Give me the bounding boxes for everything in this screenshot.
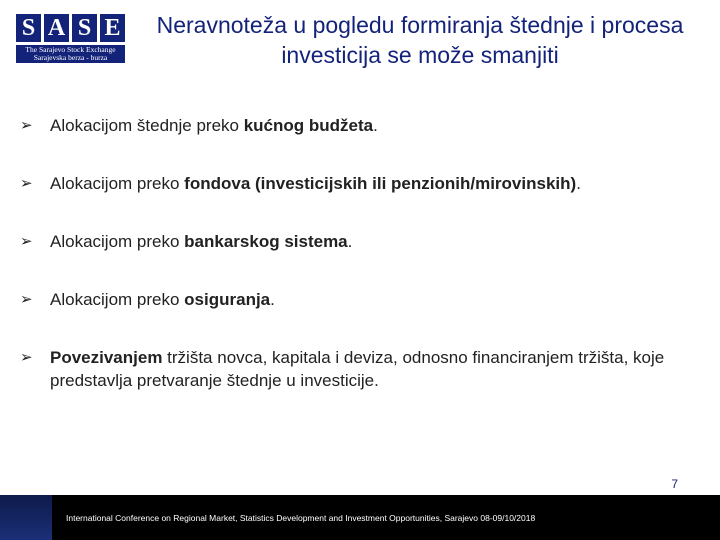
bullet-text-bold: kućnog budžeta: [243, 116, 374, 135]
bullet-text-post: tržišta novca, kapitala i deviza, odnosno financiranjem tržišta, koje predstavlja pretvaranje štednje u investicije.: [50, 348, 665, 390]
bullet-text: [50, 288, 275, 311]
bullet-text-bold: Povezivanjem: [50, 348, 163, 367]
page-number: 7: [671, 477, 678, 491]
bullet-text-post: .: [373, 116, 378, 135]
bullet-text-bold: fondova (investicijskih ili penzionih/mirovinskih): [184, 174, 577, 193]
logo-letter: A: [44, 14, 69, 42]
bullet-item: [20, 288, 700, 311]
footer-accent: [0, 495, 52, 540]
bullet-text-bold: bankarskog sistema: [184, 232, 348, 251]
bullet-text: [50, 230, 352, 253]
arrow-bullet-icon: ➢: [20, 117, 33, 134]
slide-title: Neravnoteža u pogledu formiranja štednje i procesa investicija se može smanjiti: [156, 12, 684, 68]
bullet-text-pre: Alokacijom preko: [50, 232, 185, 251]
bullet-item: [20, 114, 700, 137]
bullet-text-post: .: [576, 174, 581, 193]
bullet-text-bold: osiguranja: [184, 290, 271, 309]
logo-subtitle: [16, 45, 125, 63]
bullet-text: [50, 346, 700, 392]
logo-letter: E: [100, 14, 125, 42]
logo-letters: [16, 14, 128, 42]
bullet-text: [50, 172, 581, 195]
arrow-bullet-icon: ➢: [20, 233, 33, 250]
arrow-bullet-icon: ➢: [20, 175, 33, 192]
logo-line-2: Sarajevska berza - burza: [33, 53, 108, 62]
arrow-bullet-icon: ➢: [20, 291, 33, 308]
arrow-bullet-icon: ➢: [20, 349, 33, 366]
logo-letter: S: [72, 14, 97, 42]
sase-logo: [16, 14, 128, 64]
bullet-text-pre: Alokacijom preko: [50, 174, 185, 193]
logo-letter: S: [16, 14, 41, 42]
bullet-item: [20, 346, 700, 392]
bullet-text-post: .: [347, 232, 353, 251]
bullet-text-pre: Alokacijom štednje preko: [50, 116, 244, 135]
bullet-text: [50, 114, 378, 137]
footer-text: International Conference on Regional Market, Statistics Development and Investment Opportunities, Sarajevo 08-09/10/2018: [66, 513, 536, 523]
bullet-list: [20, 114, 700, 427]
bullet-item: [20, 230, 700, 253]
bullet-item: [20, 172, 700, 195]
logo-line-1: The Sarajevo Stock Exchange: [25, 45, 116, 54]
footer-bar: [0, 495, 720, 540]
bullet-text-post: .: [270, 290, 275, 309]
bullet-text-pre: Alokacijom preko: [50, 290, 185, 309]
